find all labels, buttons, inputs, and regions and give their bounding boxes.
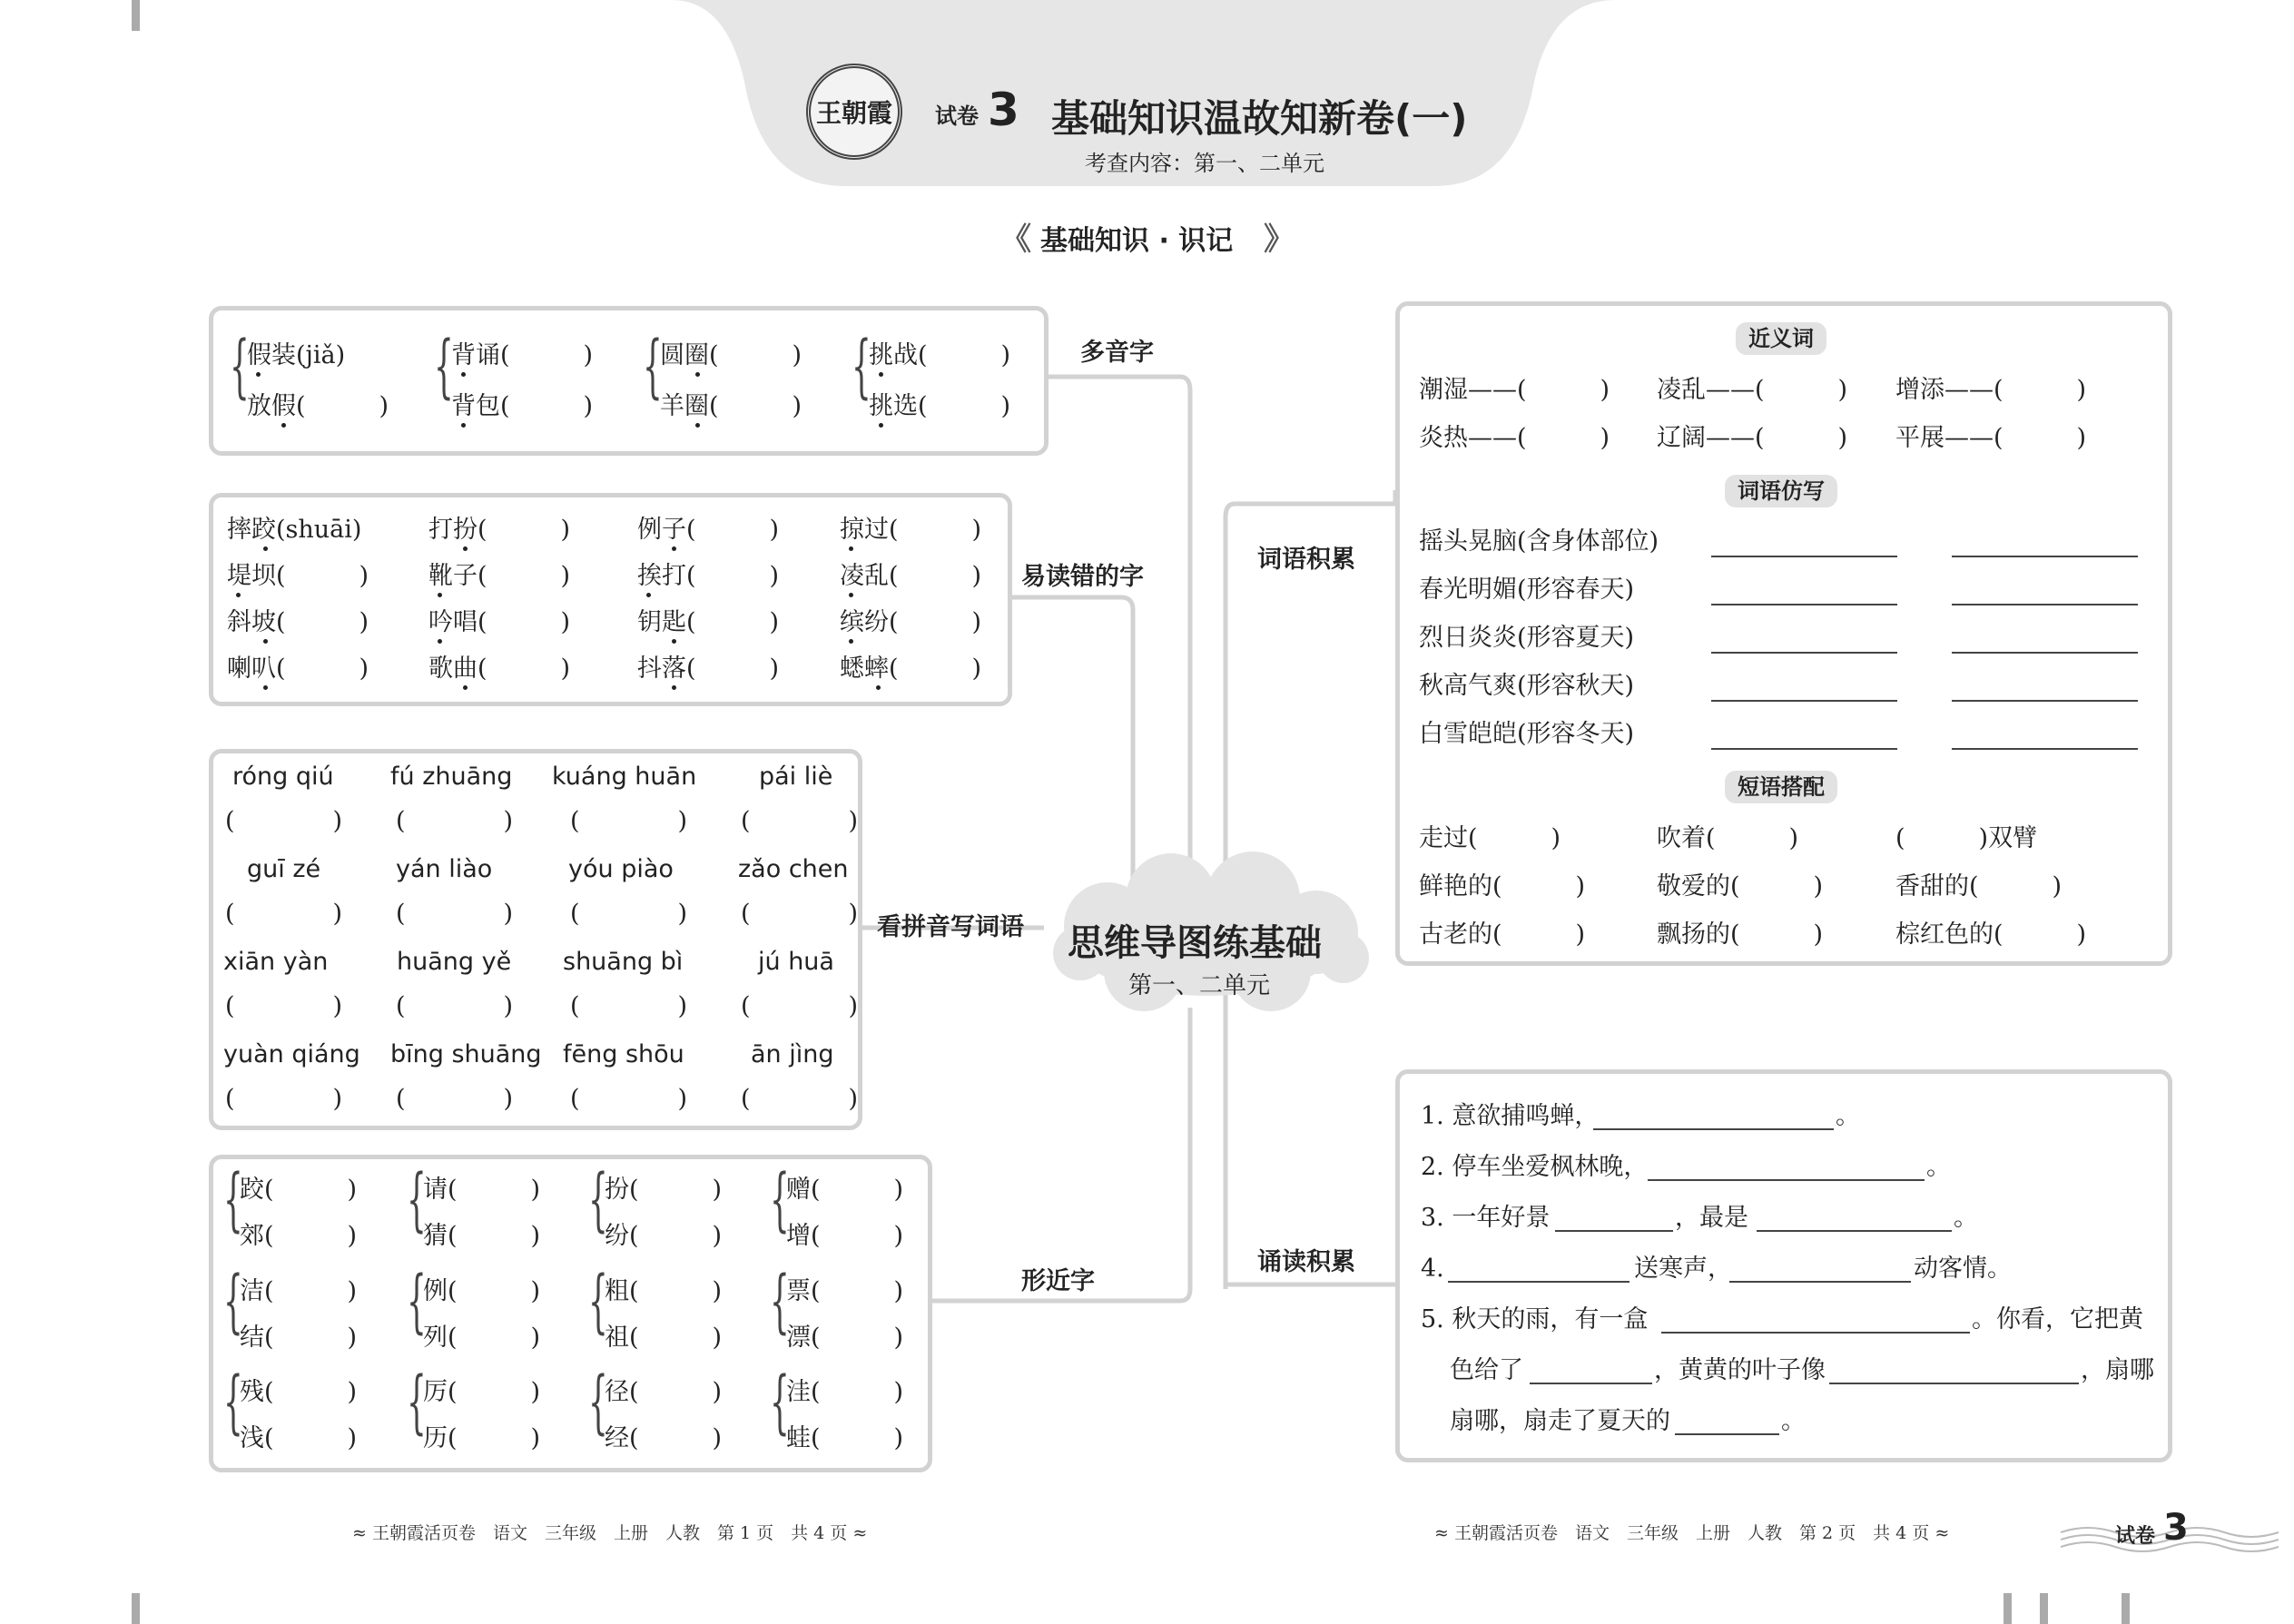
pinyin-item: zǎo chen — [738, 855, 849, 883]
recite-text: 1. 意欲捕鸣蝉， — [1421, 1102, 1600, 1130]
pinyin-item: pái liè — [759, 763, 833, 791]
emphasis-dot — [263, 546, 268, 551]
brace: { — [588, 1158, 608, 1239]
footer-right: ≈ 王朝霞活页卷 语文 三年级 上册 人教 第 2 页 共 4 页 ≈ — [1434, 1523, 1950, 1543]
synonym-item: 潮湿——( ) — [1419, 376, 1610, 404]
recite-text: ，黄黄的叶子像 — [1654, 1356, 1826, 1384]
similar-char: 扮( ) — [605, 1176, 723, 1204]
similar-char: 请( ) — [423, 1176, 541, 1204]
answer-line[interactable] — [1711, 748, 1897, 750]
collocation-item: 古老的( ) — [1419, 920, 1586, 949]
answer-line[interactable] — [1448, 1281, 1629, 1283]
similar-char: 祖( ) — [605, 1324, 723, 1352]
answer-line[interactable] — [1711, 652, 1897, 654]
similar-char: 厉( ) — [423, 1378, 541, 1406]
misread-word: 吟唱( ) — [428, 608, 571, 636]
brace: { — [407, 1361, 427, 1442]
emphasis-dot — [438, 639, 442, 644]
misread-word: 喇叭( ) — [227, 655, 369, 683]
pinyin-item: fēng shōu — [563, 1040, 684, 1068]
pinyin-blank[interactable]: ( ) — [741, 807, 859, 835]
emphasis-dot — [672, 685, 676, 690]
pinyin-item: yuàn qiáng — [223, 1040, 360, 1068]
similar-char: 票( ) — [786, 1277, 904, 1305]
misread-word: 抖落( ) — [637, 655, 780, 683]
pinyin-item: guī zé — [247, 855, 321, 883]
answer-line[interactable] — [1711, 604, 1897, 605]
answer-line[interactable] — [1661, 1332, 1970, 1334]
emphasis-dot — [256, 372, 261, 377]
pinyin-blank[interactable]: ( ) — [225, 1085, 343, 1113]
misread-word: 堤坝( ) — [227, 562, 369, 590]
pinyin-item: róng qiú — [232, 763, 334, 791]
similar-char: 漂( ) — [786, 1324, 904, 1352]
pinyin-blank[interactable]: ( ) — [396, 1085, 514, 1113]
answer-line[interactable] — [1729, 1281, 1911, 1283]
pinyin-blank[interactable]: ( ) — [570, 807, 688, 835]
pinyin-blank[interactable]: ( ) — [741, 900, 859, 928]
answer-line[interactable] — [1952, 652, 2138, 654]
collocation-item: 吹着( ) — [1657, 824, 1799, 852]
imitation-item: 春光明媚(形容春天) — [1419, 576, 1635, 604]
pinyin-blank[interactable]: ( ) — [225, 900, 343, 928]
imitation-item: 白雪皑皑(形容冬天) — [1419, 720, 1635, 748]
answer-line[interactable] — [1530, 1383, 1652, 1384]
pinyin-blank[interactable]: ( ) — [396, 900, 514, 928]
similar-char: 残( ) — [240, 1378, 358, 1406]
section-bracket-right: 》 — [1264, 221, 1295, 258]
synonym-item: 增添——( ) — [1895, 376, 2087, 404]
emphasis-dot — [263, 685, 268, 690]
brace: { — [223, 1158, 243, 1239]
paper-label: 试卷 — [935, 103, 979, 129]
misread-word: 掠过( ) — [840, 516, 982, 544]
pinyin-blank[interactable]: ( ) — [741, 992, 859, 1020]
brace: { — [770, 1260, 790, 1341]
synonym-item: 凌乱——( ) — [1657, 376, 1848, 404]
emphasis-dot — [463, 546, 468, 551]
pinyin-item: shuāng bì — [563, 948, 684, 976]
brace: { — [230, 325, 250, 406]
answer-line[interactable] — [1675, 1433, 1779, 1435]
recite-text: 3. 一年好景 — [1421, 1204, 1551, 1232]
polyphonic-word: 挑选( ) — [869, 392, 1011, 420]
synonym-item: 辽阔——( ) — [1657, 424, 1848, 452]
answer-line[interactable] — [1648, 1179, 1925, 1181]
collocation-item: 飘扬的( ) — [1657, 920, 1824, 949]
misread-word: 摔跤(shuāi) — [227, 516, 362, 544]
emphasis-dot — [263, 639, 268, 644]
brace: { — [407, 1158, 427, 1239]
brace: { — [770, 1361, 790, 1442]
pinyin-item: xiān yàn — [223, 948, 329, 976]
misread-word: 歌曲( ) — [428, 655, 571, 683]
pinyin-item: bīng shuāng — [390, 1040, 542, 1068]
brace: { — [223, 1260, 243, 1341]
category-vocab: 词语积累 — [1257, 546, 1355, 574]
misread-word: 钥匙( ) — [637, 608, 780, 636]
imitation-item: 烈日炎炎(形容夏天) — [1419, 624, 1635, 652]
recite-text: 。 — [1781, 1407, 1806, 1435]
misread-word: 打扮( ) — [428, 516, 571, 544]
corner-number: 3 — [2163, 1507, 2189, 1549]
emphasis-dot — [849, 546, 853, 551]
polyphonic-panel — [209, 306, 1049, 456]
pinyin-blank[interactable]: ( ) — [225, 807, 343, 835]
similar-char: 蛙( ) — [786, 1424, 904, 1452]
recite-text: 。 — [1836, 1102, 1860, 1130]
recite-text: 。 — [1954, 1204, 1978, 1232]
brace: { — [434, 325, 454, 406]
misread-word: 挨打( ) — [637, 562, 780, 590]
emphasis-dot — [672, 639, 676, 644]
category-similar: 形近字 — [1021, 1267, 1095, 1295]
page-subtitle: 考查内容：第一、二单元 — [1085, 151, 1324, 176]
imitation-item: 摇头晃脑(含身体部位) — [1419, 527, 1659, 556]
recite-text: 动客情。 — [1914, 1255, 2012, 1283]
recite-text: 色给了 — [1450, 1356, 1523, 1384]
emphasis-dot — [695, 372, 700, 377]
recite-text: 扇哪，扇走了夏天的 — [1450, 1407, 1670, 1435]
similar-char: 列( ) — [423, 1324, 541, 1352]
polyphonic-word: 假装(jiǎ) — [247, 341, 346, 369]
pinyin-blank[interactable]: ( ) — [570, 1085, 688, 1113]
pinyin-blank[interactable]: ( ) — [396, 992, 514, 1020]
emphasis-dot — [672, 546, 676, 551]
brace: { — [852, 325, 871, 406]
emphasis-dot — [695, 423, 700, 428]
chip-collocation: 短语搭配 — [1725, 771, 1837, 803]
similar-char: 洼( ) — [786, 1378, 904, 1406]
similar-char: 经( ) — [605, 1424, 723, 1452]
emphasis-dot — [461, 372, 466, 377]
misread-word: 靴子( ) — [428, 562, 571, 590]
recite-text: 送寒声， — [1634, 1255, 1732, 1283]
answer-line[interactable] — [1952, 556, 2138, 557]
collocation-item: ( )双臂 — [1895, 824, 2038, 852]
center-title: 思维导图练基础 — [1068, 922, 1322, 964]
recite-text: ，扇哪 — [2081, 1356, 2154, 1384]
collocation-item: 鲜艳的( ) — [1419, 872, 1586, 901]
polyphonic-word: 放假( ) — [247, 392, 389, 420]
similar-char: 纷( ) — [605, 1222, 723, 1250]
brace: { — [770, 1158, 790, 1239]
polyphonic-word: 背包( ) — [451, 392, 594, 420]
similar-char: 郊( ) — [240, 1222, 358, 1250]
emphasis-dot — [236, 593, 241, 597]
pinyin-panel — [209, 749, 862, 1130]
misread-word: 例子( ) — [637, 516, 780, 544]
recite-text: 4. — [1421, 1255, 1444, 1283]
misread-word: 凌乱( ) — [840, 562, 982, 590]
answer-line[interactable] — [1711, 556, 1897, 557]
similar-char: 跤( ) — [240, 1176, 358, 1204]
emphasis-dot — [646, 593, 651, 597]
misread-word: 斜坡( ) — [227, 608, 369, 636]
emphasis-dot — [461, 423, 466, 428]
pinyin-item: yán liào — [396, 855, 493, 883]
polyphonic-word: 挑战( ) — [869, 341, 1011, 369]
emphasis-dot — [879, 372, 883, 377]
emphasis-dot — [281, 423, 286, 428]
collocation-item: 敬爱的( ) — [1657, 872, 1824, 901]
category-misread: 易读错的字 — [1021, 563, 1144, 591]
chip-imitation: 词语仿写 — [1725, 475, 1837, 507]
chip-synonyms: 近义词 — [1736, 322, 1826, 355]
polyphonic-word: 圆圈( ) — [660, 341, 802, 369]
similar-char: 增( ) — [786, 1222, 904, 1250]
similar-char: 浅( ) — [240, 1424, 358, 1452]
pinyin-blank[interactable]: ( ) — [741, 1085, 859, 1113]
emphasis-dot — [438, 593, 442, 597]
misread-word: 缤纷( ) — [840, 608, 982, 636]
pinyin-blank[interactable]: ( ) — [570, 900, 688, 928]
answer-line[interactable] — [1952, 748, 2138, 750]
answer-line[interactable] — [1593, 1128, 1834, 1130]
pinyin-blank[interactable]: ( ) — [396, 807, 514, 835]
similar-char: 例( ) — [423, 1277, 541, 1305]
category-pinyin: 看拼音写词语 — [877, 913, 1024, 941]
synonym-item: 炎热——( ) — [1419, 424, 1610, 452]
logo-text: 王朝霞 — [815, 98, 892, 128]
collocation-item: 走过( ) — [1419, 824, 1561, 852]
section-title: 基础知识 · 识记 — [1040, 225, 1234, 257]
paper-number: 3 — [988, 84, 1019, 136]
similar-char: 粗( ) — [605, 1277, 723, 1305]
pinyin-item: yóu piào — [568, 855, 674, 883]
pinyin-item: kuáng huān — [552, 763, 697, 791]
recite-text: 。 — [1926, 1153, 1951, 1181]
recite-text: 5. 秋天的雨，有一盒 — [1421, 1305, 1649, 1334]
answer-line[interactable] — [1555, 1230, 1673, 1232]
page-title: 基础知识温故知新卷(一) — [1051, 96, 1468, 141]
center-subtitle: 第一、二单元 — [1128, 972, 1271, 999]
similar-char: 历( ) — [423, 1424, 541, 1452]
category-polyphonic: 多音字 — [1080, 339, 1154, 367]
brace: { — [407, 1260, 427, 1341]
polyphonic-word: 羊圈( ) — [660, 392, 802, 420]
pinyin-item: fú zhuāng — [390, 763, 513, 791]
corner-label: 试卷 — [2115, 1525, 2156, 1548]
emphasis-dot — [876, 685, 881, 690]
brace: { — [588, 1361, 608, 1442]
pinyin-item: ān jìng — [751, 1040, 834, 1068]
footer-left: ≈ 王朝霞活页卷 语文 三年级 上册 人教 第 1 页 共 4 页 ≈ — [352, 1523, 868, 1543]
collocation-item: 香甜的( ) — [1895, 872, 2063, 901]
pinyin-blank[interactable]: ( ) — [225, 992, 343, 1020]
misread-word: 蟋蟀( ) — [840, 655, 982, 683]
answer-line[interactable] — [1952, 700, 2138, 702]
answer-line[interactable] — [1711, 700, 1897, 702]
brace: { — [588, 1260, 608, 1341]
emphasis-dot — [849, 593, 853, 597]
answer-line[interactable] — [1952, 604, 2138, 605]
answer-line[interactable] — [1829, 1383, 2079, 1384]
imitation-item: 秋高气爽(形容秋天) — [1419, 672, 1635, 700]
synonym-item: 平展——( ) — [1895, 424, 2087, 452]
emphasis-dot — [463, 685, 468, 690]
brace: { — [223, 1361, 243, 1442]
similar-char: 赠( ) — [786, 1176, 904, 1204]
emphasis-dot — [849, 639, 853, 644]
section-bracket-left: 《 — [1000, 221, 1031, 258]
category-recite: 诵读积累 — [1257, 1248, 1355, 1276]
pinyin-item: huāng yě — [397, 948, 512, 976]
pinyin-blank[interactable]: ( ) — [570, 992, 688, 1020]
recite-text: 2. 停车坐爱枫林晚， — [1421, 1153, 1649, 1181]
brace: { — [643, 325, 663, 406]
similar-char: 结( ) — [240, 1324, 358, 1352]
answer-line[interactable] — [1757, 1230, 1952, 1232]
emphasis-dot — [879, 423, 883, 428]
recite-text: ，最是 — [1675, 1204, 1748, 1232]
recite-text: 。你看，它把黄 — [1972, 1305, 2143, 1334]
similar-char: 猜( ) — [423, 1222, 541, 1250]
polyphonic-word: 背诵( ) — [451, 341, 594, 369]
collocation-item: 棕红色的( ) — [1895, 920, 2087, 949]
pinyin-item: jú huā — [758, 948, 834, 976]
similar-char: 洁( ) — [240, 1277, 358, 1305]
similar-char: 径( ) — [605, 1378, 723, 1406]
